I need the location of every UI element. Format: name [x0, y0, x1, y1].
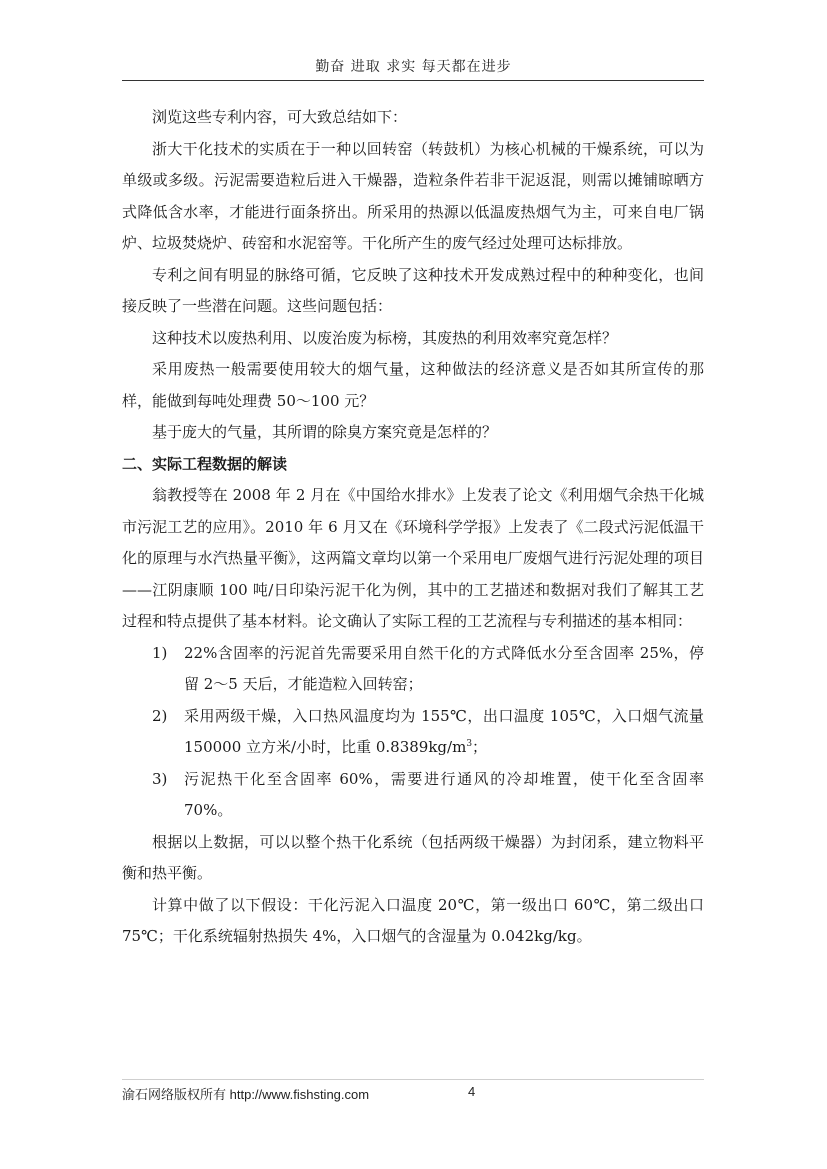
header-divider [122, 80, 704, 81]
list-item [122, 764, 704, 827]
list-item [122, 638, 704, 701]
paragraph-assumptions: 计算中做了以下假设：干化污泥入口温度 20℃，第一级出口 60℃，第二级出口 75℃；干化系统辐射热损失 4%，入口烟气的含湿量为 0.042kg/kg。 [122, 895, 704, 945]
paragraph-question-economics: 采用废热一般需要使用较大的烟气量，这种做法的经济意义是否如其所宣传的那样，能做到每吨处理费 50～100 元？ [122, 360, 704, 410]
footer-url: http://www.fishsting.com [229, 1087, 370, 1102]
list-item-number: 3) [152, 769, 168, 788]
page-footer [122, 1084, 704, 1103]
document-body [122, 102, 704, 953]
page-header-motto: 勤奋 进取 求实 每天都在进步 [315, 59, 512, 75]
list-item-text: 22%含固率的污泥首先需要采用自然干化的方式降低水分至含固率 25%，停留 2～5 天后，才能造粒入回转窑； [184, 643, 704, 693]
list-item-text: 污泥热干化至含固率 60%，需要进行通风的冷却堆置，使干化至含固率 70%。 [184, 769, 704, 819]
paragraph-summary-intro: 浏览这些专利内容，可大致总结如下： [152, 108, 408, 126]
section-heading: 二、实际工程数据的解读 [122, 454, 288, 473]
list-item-number: 2) [152, 706, 168, 725]
list-item [122, 701, 704, 764]
paragraph-question-deodorization: 基于庞大的气量，其所谓的除臭方案究竟是怎样的？ [152, 423, 498, 441]
superscript: 3 [466, 739, 473, 749]
paragraph-engineering-papers: 翁教授等在 2008 年 2 月在《中国给水排水》上发表了论文《利用烟气余热干化城市污泥工艺的应用》。2010 年 6 月又在《环境科学学报》上发表了《二段式污泥低温干化的原理与水汽热量平衡》，这两篇文章均以第一个采用电厂废烟气进行污泥处理的项目——江阴康顺 100 吨/日印染污泥干化为例，其中的工艺描述和数据对我们了解其工艺过程和特点提供了基本材料。论文确认了实际工程的工艺流程与专利描述的基本相同： [122, 486, 704, 630]
list-item-text-end: ； [472, 738, 488, 756]
paragraph-balance: 根据以上数据，可以以整个热干化系统（包括两级干燥器）为封闭系，建立物料平衡和热平衡。 [122, 832, 704, 882]
paragraph-question-efficiency: 这种技术以废热利用、以废治废为标榜，其废热的利用效率究竟怎样？ [152, 328, 618, 347]
footer-divider [122, 1079, 704, 1080]
paragraph-patent-issues: 专利之间有明显的脉络可循，它反映了这种技术开发成熟过程中的种种变化，也间接反映了一些潜在问题。这些问题包括： [122, 265, 704, 315]
paragraph-technology-essence: 浙大干化技术的实质在于一种以回转窑（转鼓机）为核心机械的干燥系统，可以为单级或多级。污泥需要造粒后进入干燥器，造粒条件若非干泥返混，则需以摊铺晾晒方式降低含水率，才能进行面条挤出。所采用的热源以低温废热烟气为主，可来自电厂锅炉、垃圾焚烧炉、砖窑和水泥窑等。干化所产生的废气经过处理可达标排放。 [122, 139, 704, 252]
list-item-text: 采用两级干燥，入口热风温度均为 155℃，出口温度 105℃，入口烟气流量 150000 立方米/小时，比重 0.8389kg/m [184, 706, 704, 756]
page-number: 4 [468, 1084, 476, 1099]
footer-copyright: 渝石网络版权所有 [122, 1088, 227, 1103]
list-item-number: 1) [152, 643, 168, 662]
